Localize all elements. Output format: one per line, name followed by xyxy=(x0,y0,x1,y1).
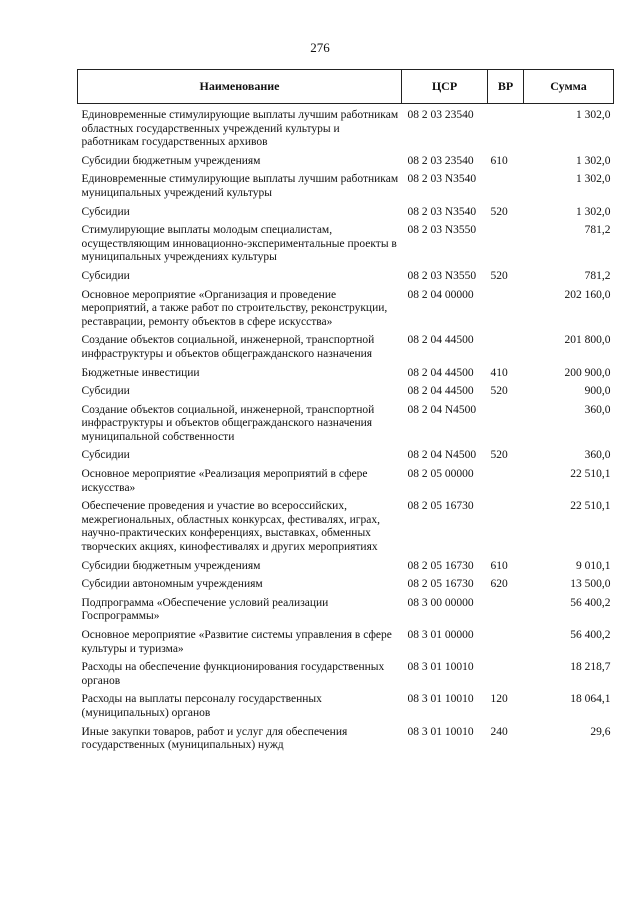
cell-vr: 520 xyxy=(490,205,508,218)
cell-csr: 08 2 03 N3540 xyxy=(407,173,477,186)
cell-name: Субсидии автономным учреждениям xyxy=(81,578,263,591)
cell-sum: 1 302,0 xyxy=(576,109,611,121)
cell-name: Субсидии бюджетным учреждениям xyxy=(81,559,261,572)
cell-csr: 08 3 01 00000 xyxy=(407,629,474,641)
table-row xyxy=(78,595,614,627)
cell-vr xyxy=(488,171,524,203)
cell-csr: 08 2 04 44500 xyxy=(407,366,474,379)
table-row xyxy=(78,576,614,595)
cell-vr xyxy=(488,659,524,691)
cell-name: Создание объектов социальной, инженерной, транспортной инфраструктуры и объектов общегражданского назначения xyxy=(81,334,375,360)
cell-sum: 1 302,0 xyxy=(576,205,611,218)
cell-vr: 120 xyxy=(490,693,508,706)
cell-name: Подпрограмма «Обеспечение условий реализации Госпрограммы» xyxy=(81,596,329,623)
cell-name: Основное мероприятие «Развитие системы управления в сфере культуры и туризма» xyxy=(81,629,392,655)
cell-csr: 08 3 01 10010 xyxy=(407,693,474,706)
cell-vr xyxy=(488,332,524,364)
cell-csr: 08 2 04 44500 xyxy=(407,334,474,347)
cell-sum: 13 500,0 xyxy=(570,578,611,591)
cell-name: Субсидии xyxy=(81,449,130,462)
cell-sum: 781,2 xyxy=(584,224,611,237)
cell-name: Иные закупки товаров, работ и услуг для обеспечения государственных (муниципальных) нужд xyxy=(81,725,348,752)
table-row xyxy=(78,498,614,557)
cell-csr: 08 3 01 10010 xyxy=(407,661,474,674)
cell-sum: 202 160,0 xyxy=(564,288,611,301)
cell-sum: 201 800,0 xyxy=(564,334,611,347)
cell-sum: 56 400,2 xyxy=(570,596,611,609)
cell-vr xyxy=(488,104,524,153)
cell-vr xyxy=(488,466,524,498)
cell-name: Основное мероприятие «Организация и проведение мероприятий, а также работ по строительству, реконструкции, реставрации, ремонту объектов в сфере искусства» xyxy=(81,288,388,328)
cell-name: Основное мероприятие «Реализация мероприятий в сфере искусства» xyxy=(81,468,368,494)
header-csr: ЦСР xyxy=(402,70,488,104)
cell-sum: 1 302,0 xyxy=(576,154,611,167)
cell-name: Субсидии бюджетным учреждениям xyxy=(81,154,261,167)
cell-sum: 22 510,1 xyxy=(570,500,611,513)
cell-name: Субсидии xyxy=(81,269,130,282)
table-row xyxy=(78,691,614,723)
cell-vr xyxy=(488,287,524,333)
cell-sum: 781,2 xyxy=(584,269,611,282)
header-sum: Сумма xyxy=(524,70,614,104)
header-vr: ВР xyxy=(488,70,524,104)
cell-csr: 08 2 05 16730 xyxy=(407,559,474,572)
cell-name: Стимулирующие выплаты молодым специалистам, осуществляющим инновационно-экспериментальные проекты в муниципальных учреждениях культуры xyxy=(81,224,397,264)
table-row xyxy=(78,104,614,153)
cell-name: Создание объектов социальной, инженерной, транспортной инфраструктуры и объектов общегражданского назначения муниципальной собственности xyxy=(81,403,375,443)
table-row xyxy=(78,365,614,384)
cell-sum: 900,0 xyxy=(584,385,611,398)
cell-vr: 520 xyxy=(490,269,508,282)
table-row xyxy=(78,558,614,577)
cell-csr: 08 2 03 N3550 xyxy=(407,269,477,282)
table-row xyxy=(78,268,614,287)
cell-sum: 200 900,0 xyxy=(564,366,611,379)
table-row xyxy=(78,204,614,223)
cell-csr: 08 2 05 16730 xyxy=(407,500,474,513)
cell-vr: 620 xyxy=(490,578,508,591)
table-row xyxy=(78,402,614,448)
budget-table xyxy=(77,69,614,756)
table-row xyxy=(78,332,614,364)
cell-sum: 18 064,1 xyxy=(570,693,611,706)
cell-csr: 08 2 04 N4500 xyxy=(407,449,477,462)
cell-vr xyxy=(488,498,524,557)
cell-vr xyxy=(488,627,524,659)
table-row xyxy=(78,153,614,172)
cell-csr: 08 2 05 16730 xyxy=(407,578,474,591)
cell-sum: 360,0 xyxy=(584,449,611,462)
cell-name: Расходы на обеспечение функционирования государственных органов xyxy=(81,661,385,687)
table-row xyxy=(78,222,614,268)
table-row xyxy=(78,466,614,498)
cell-name: Субсидии xyxy=(81,385,130,398)
cell-vr: 520 xyxy=(490,449,508,462)
page-number: 276 xyxy=(310,40,330,55)
cell-sum: 22 510,1 xyxy=(570,468,611,481)
cell-vr xyxy=(488,595,524,627)
cell-name: Обеспечение проведения и участие во всероссийских, межрегиональных, областных конкурсах, фестивалях, играх, научно-практических конференциях, выставках, обменных творческих акциях, кинофестивалях и других мероприятиях xyxy=(81,500,380,554)
cell-vr: 610 xyxy=(490,559,508,572)
cell-name: Бюджетные инвестиции xyxy=(81,366,200,379)
cell-vr xyxy=(488,402,524,448)
table-header-row xyxy=(78,70,614,104)
cell-sum: 9 010,1 xyxy=(576,559,611,572)
cell-csr: 08 2 03 N3540 xyxy=(407,205,477,218)
cell-csr: 08 2 03 23540 xyxy=(407,109,474,121)
table-row xyxy=(78,447,614,466)
cell-vr: 410 xyxy=(490,366,508,379)
table-body xyxy=(78,104,614,756)
cell-csr: 08 3 01 10010 xyxy=(407,725,474,738)
cell-csr: 08 2 04 44500 xyxy=(407,385,474,398)
cell-name: Субсидии xyxy=(81,205,130,218)
cell-name: Единовременные стимулирующие выплаты лучшим работникам муниципальных учреждений культуры xyxy=(81,173,399,199)
cell-csr: 08 2 05 00000 xyxy=(407,468,474,481)
cell-csr: 08 2 04 N4500 xyxy=(407,403,477,416)
cell-sum: 56 400,2 xyxy=(570,629,611,641)
table-row xyxy=(78,659,614,691)
table-row xyxy=(78,383,614,402)
cell-vr: 520 xyxy=(490,385,508,398)
cell-sum: 360,0 xyxy=(584,403,611,416)
cell-vr: 610 xyxy=(490,154,508,167)
cell-name: Единовременные стимулирующие выплаты лучшим работникам областных государственных учреждений культуры и работникам государственных архивов xyxy=(81,109,399,149)
cell-sum: 29,6 xyxy=(590,725,611,738)
cell-csr: 08 2 03 23540 xyxy=(407,154,474,167)
table-row xyxy=(78,627,614,659)
cell-csr: 08 2 03 N3550 xyxy=(407,224,477,237)
table-row xyxy=(78,724,614,756)
header-name: Наименование xyxy=(78,70,402,104)
table-row xyxy=(78,171,614,203)
cell-csr: 08 3 00 00000 xyxy=(407,596,474,609)
cell-vr xyxy=(488,222,524,268)
cell-sum: 1 302,0 xyxy=(576,173,611,186)
cell-csr: 08 2 04 00000 xyxy=(407,288,474,301)
cell-vr: 240 xyxy=(490,725,508,738)
table-row xyxy=(78,287,614,333)
cell-sum: 18 218,7 xyxy=(570,661,611,674)
cell-name: Расходы на выплаты персоналу государственных (муниципальных) органов xyxy=(81,693,322,719)
